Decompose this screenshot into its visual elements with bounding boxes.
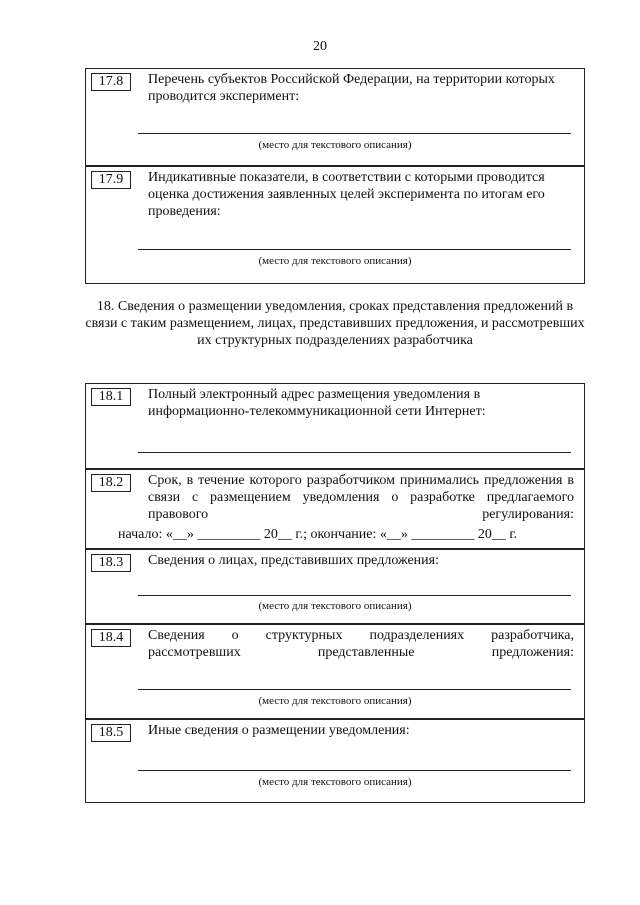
text-entry-line[interactable] [138, 689, 571, 690]
item-label: Срок, в течение которого разработчиком принимались предложения в связи с размещением уведомления о разработке предлагаемого правового регулирования: [148, 473, 574, 522]
field-caption: (место для текстового описания) [258, 139, 412, 151]
text-entry-line[interactable] [138, 452, 571, 453]
item-label: Индикативные показатели, в соответствии с которыми проводится оценка достижения заявленных целей эксперимента по итогам его проведения: [148, 170, 545, 219]
text-entry-line[interactable] [138, 770, 571, 771]
item-number: 18.2 [91, 474, 131, 492]
form-field-18-1 [85, 383, 585, 469]
item-number: 17.9 [91, 171, 131, 189]
item-number: 18.3 [91, 554, 131, 572]
item-label: Полный электронный адрес размещения уведомления в информационно-телекоммуникационной сети Интернет: [148, 387, 486, 419]
form-field-17-9 [85, 166, 585, 284]
item-number: 18.1 [91, 388, 131, 406]
page-number: 20 [313, 39, 327, 54]
field-caption: (место для текстового описания) [258, 776, 412, 788]
item-label: Иные сведения о размещении уведомления: [148, 723, 410, 738]
field-caption: (место для текстового описания) [258, 600, 412, 612]
form-field-18-3 [85, 549, 585, 624]
form-field-18-2 [85, 469, 585, 549]
submission-period-dates[interactable]: начало: «__» _________ 20__ г.; окончание: «__» _________ 20__ г. [118, 527, 518, 542]
form-field-18-5 [85, 719, 585, 803]
text-entry-line[interactable] [138, 595, 571, 596]
item-label: Сведения о лицах, представивших предложения: [148, 553, 439, 568]
form-field-18-4 [85, 624, 585, 719]
item-number: 18.4 [91, 629, 131, 647]
section-18-heading: 18. Сведения о размещении уведомления, сроках представления предложений в связи с таким размещением, лицах, представивших предложения, и рассмотревших их структурных подразделениях разработчика [85, 299, 585, 348]
item-number: 17.8 [91, 73, 131, 91]
text-entry-line[interactable] [138, 249, 571, 250]
item-label: Сведения о структурных подразделениях разработчика, рассмотревших представленные предложения: [148, 628, 574, 660]
item-number: 18.5 [91, 724, 131, 742]
field-caption: (место для текстового описания) [258, 255, 412, 267]
form-field-17-8 [85, 68, 585, 166]
text-entry-line[interactable] [138, 133, 571, 134]
item-label: Перечень субъектов Российской Федерации, на территории которых проводится эксперимент: [148, 72, 555, 104]
field-caption: (место для текстового описания) [258, 695, 412, 707]
